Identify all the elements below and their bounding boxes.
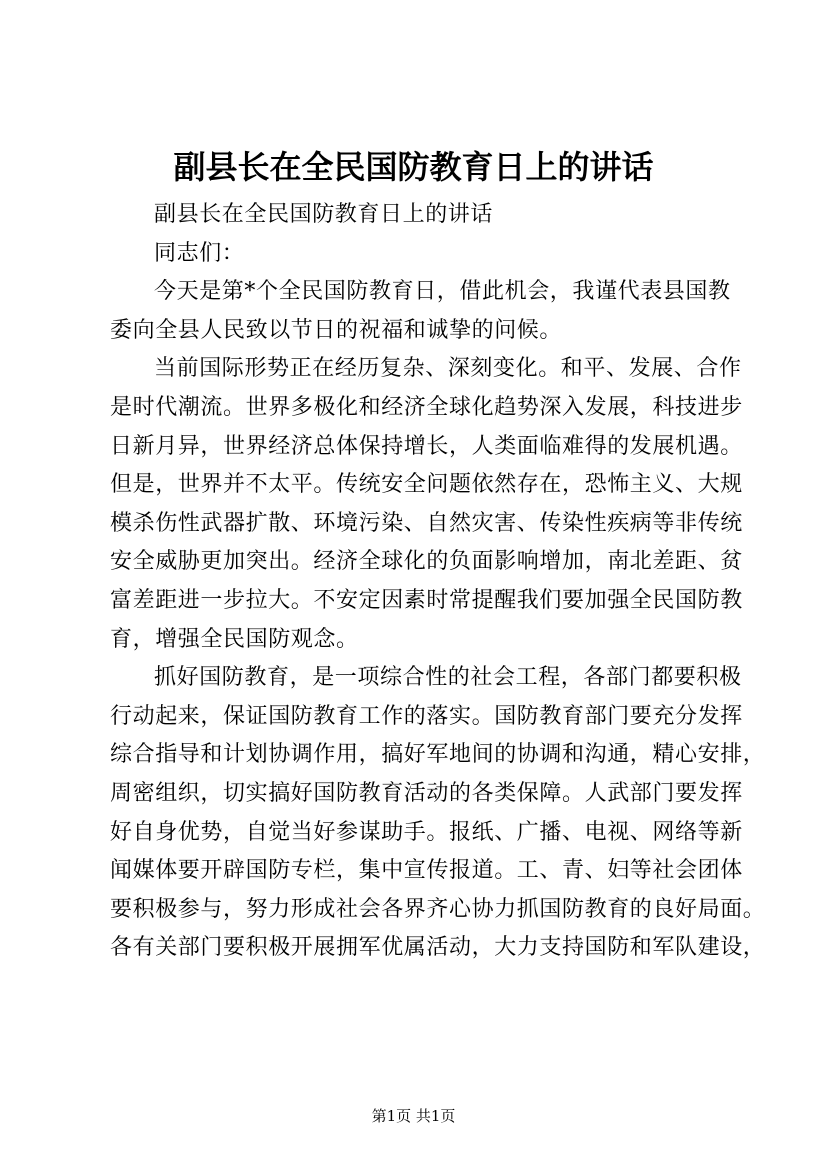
text-line: 育，增强全民国防观念。 [110,626,359,652]
paragraph [110,273,738,350]
text-line: 周密组织，切实搞好国防教育活动的各类保障。人武部门要发挥 [110,780,743,806]
text-line: 委向全县人民致以节日的祝福和诚挚的问候。 [110,317,563,343]
document-title: 副县长在全民国防教育日上的讲话 [173,148,654,186]
paragraph [110,659,766,968]
text-line: 富差距进一步拉大。不安定因素时常提醒我们要加强全民国防教 [110,587,743,613]
text-line: 同志们： [154,240,245,266]
paragraph [110,350,743,659]
text-line: 闻媒体要开辟国防专栏，集中宣传报道。工、青、妇等社会团体 [110,858,743,884]
text-line: 好自身优势，自觉当好参谋助手。报纸、广播、电视、网络等新 [110,819,743,845]
text-line: 副县长在全民国防教育日上的讲话 [154,202,494,227]
text-line: 综合指导和计划协调作用，搞好军地间的协调和沟通，精心安排， [110,742,766,768]
text-line: 安全威胁更加突出。经济全球化的负面影响增加，南北差距、贫 [110,549,743,575]
document-body [110,196,766,968]
page-footer: 第1页 共1页 [371,1107,456,1125]
text-line: 模杀伤性武器扩散、环境污染、自然灾害、传染性疾病等非传统 [110,510,743,536]
text-line: 日新月异，世界经济总体保持增长，人类面临难得的发展机遇。 [110,433,743,459]
text-line: 但是，世界并不太平。传统安全问题依然存在，恐怖主义、大规 [110,472,743,498]
text-line: 当前国际形势正在经历复杂、深刻变化。和平、发展、合作 [154,356,742,382]
paragraph [110,196,738,235]
text-line: 今天是第*个全民国防教育日，借此机会，我谨代表县国教 [154,279,731,305]
text-line: 行动起来，保证国防教育工作的落实。国防教育部门要充分发挥 [110,703,743,729]
paragraph [110,235,738,274]
text-line: 是时代潮流。世界多极化和经济全球化趋势深入发展，科技进步 [110,394,743,420]
text-line: 各有关部门要积极开展拥军优属活动，大力支持国防和军队建设， [110,935,766,961]
text-line: 要积极参与，努力形成社会各界齐心协力抓国防教育的良好局面。 [110,896,766,922]
text-line: 抓好国防教育，是一项综合性的社会工程，各部门都要积极 [154,665,742,691]
